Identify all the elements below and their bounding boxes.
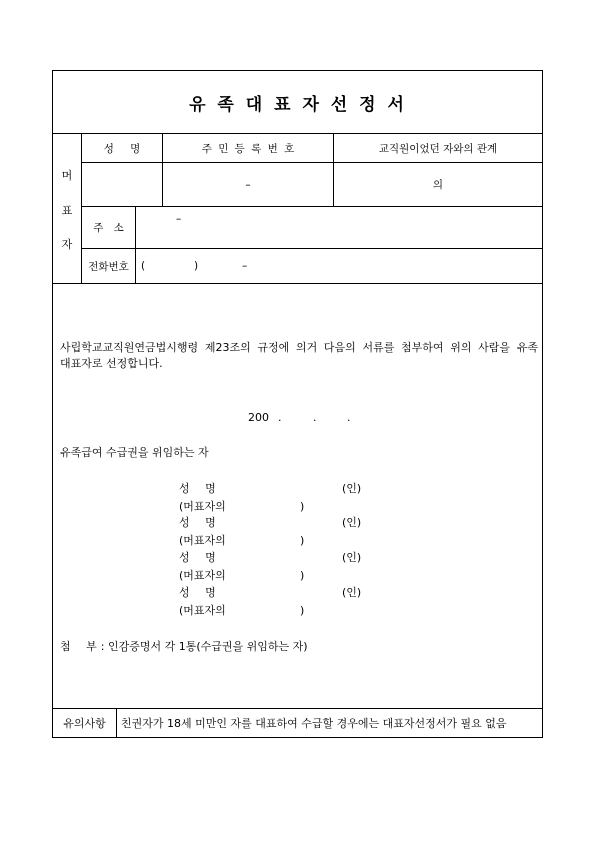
- attachment-label: 첨 부: [60, 640, 97, 653]
- relation-value-cell: [334, 163, 542, 207]
- phone-value-cell: [136, 249, 542, 284]
- delegate-seal: (인): [342, 516, 362, 529]
- title-area: [53, 71, 542, 134]
- date-dot: .: [278, 411, 282, 424]
- statement-line: 사립학교교직원연금법시행령 제23조의 규정에 의거 다음의 서류를 첨부하여 위의 사람을 유족: [60, 341, 538, 354]
- delegate-relation-open: (머표자의: [179, 569, 226, 582]
- address-value-cell: [136, 207, 542, 249]
- resident-number-value-cell: [163, 163, 334, 207]
- date-dot: .: [313, 411, 317, 424]
- address-label-cell: [82, 207, 136, 249]
- delegate-name-label: 성 명: [179, 516, 216, 529]
- delegate-relation-open: (머표자의: [179, 534, 226, 547]
- delegate-name-label: 성 명: [179, 586, 216, 599]
- address-dash: –: [176, 213, 182, 225]
- attachment-line: [60, 640, 308, 654]
- form-title: 유 족 대 표 자 선 정 서: [189, 94, 406, 115]
- notice-label: 유의사항: [63, 717, 106, 730]
- resident-number-dash: –: [245, 178, 251, 191]
- header-name-cell: [82, 134, 163, 163]
- delegate-relation-close: ): [300, 569, 305, 582]
- relation-suffix: 의: [432, 179, 444, 191]
- notice-text: 친권자가 18세 미만인 자를 대표하여 수급할 경우에는 대표자선정서가 필요 없음: [121, 717, 507, 730]
- delegate-name-label: 성 명: [179, 551, 216, 564]
- header-resident-number-label: 주 민 등 록 번 호: [201, 142, 295, 155]
- delegate-seal: (인): [342, 586, 362, 599]
- phone-label: 전화번호: [88, 260, 129, 273]
- header-relation-label: 교직원이었던 자와의 관계: [378, 142, 498, 155]
- name-value-cell: [82, 163, 163, 207]
- delegate-seal: (인): [342, 551, 362, 564]
- date-dot: .: [347, 411, 351, 424]
- notice-text-cell: [117, 708, 542, 737]
- section-label-char: 표: [61, 204, 73, 217]
- delegate-relation-close: ): [300, 534, 305, 547]
- representative-section-label: [53, 134, 82, 284]
- delegate-relation-close: ): [300, 500, 305, 513]
- phone-close-paren: ): [194, 260, 199, 272]
- delegates-heading: 유족급여 수급권을 위임하는 자: [60, 446, 209, 459]
- delegate-relation-close: ): [300, 604, 305, 617]
- delegate-seal: (인): [342, 482, 362, 495]
- header-relation-cell: [334, 134, 542, 163]
- delegate-relation-open: (머표자의: [179, 604, 226, 617]
- section-label-char: 머: [61, 169, 73, 182]
- phone-dash: –: [242, 260, 248, 272]
- header-resident-number-cell: [163, 134, 334, 163]
- phone-open-paren: (: [141, 260, 146, 272]
- statement-line: 대표자로 선정합니다.: [60, 357, 163, 370]
- header-name-label: 성 명: [103, 142, 141, 155]
- phone-label-cell: [82, 249, 136, 284]
- section-label-char: 자: [61, 238, 73, 251]
- notice-label-cell: [53, 708, 117, 737]
- address-label: 주 소: [93, 222, 124, 234]
- delegate-relation-open: (머표자의: [179, 500, 226, 513]
- form-frame: [52, 70, 543, 738]
- attachment-text: : 인감증명서 각 1통(수급권을 위임하는 자): [100, 640, 308, 653]
- delegate-name-label: 성 명: [179, 482, 216, 495]
- date-year: 200: [248, 411, 269, 424]
